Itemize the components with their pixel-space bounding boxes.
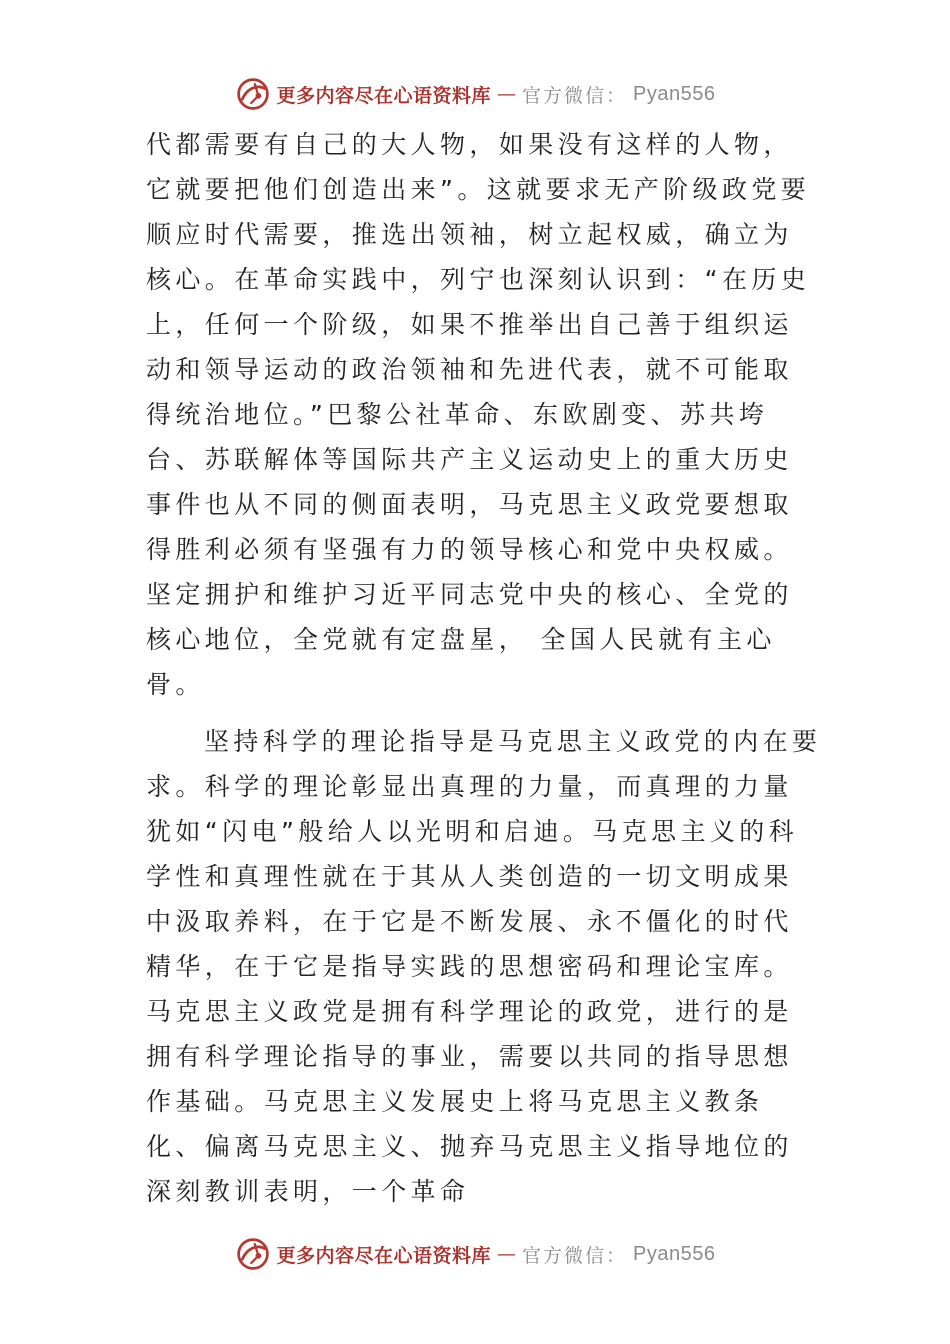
brand-logo-icon [235, 76, 271, 112]
header-banner-content [235, 76, 716, 112]
header-wechat-label: 官方微信： [522, 84, 628, 107]
header-wechat-id: Pyan556 [633, 82, 716, 105]
footer-wechat-label: 官方微信： [522, 1244, 628, 1267]
header-banner [0, 72, 950, 116]
header-dash: — [497, 83, 517, 105]
footer-banner [0, 1232, 950, 1276]
footer-slogan: 更多内容尽在心语资料库 [276, 1244, 492, 1267]
brand-logo-icon [235, 1236, 271, 1272]
footer-dash: — [497, 1243, 517, 1265]
footer-wechat-id: Pyan556 [633, 1242, 716, 1265]
footer-banner-content [235, 1236, 716, 1272]
paragraph-2: 坚持科学的理论指导是马克思主义政党的内在要求。科学的理论彰显出真理的力量，而真理的力量犹如“闪电”般给人以光明和启迪。马克思主义的科学性和真理性就在于其从人类创造的一切文明成果中汲取养料，在于它是不断发展、永不僵化的时代精华，在于它是指导实践的思想密码和理论宝库。马克思主义政党是拥有科学理论的政党，进行的是拥有科学理论指导的事业，需要以共同的指导思想作基础。马克思主义发展史上将马克思主义教条化、偏离马克思主义、抛弃马克思主义指导地位的深刻教训表明，一个革命 [146, 727, 822, 1206]
document-body [146, 122, 822, 1214]
paragraph-1: 代都需要有自己的大人物，如果没有这样的人物，它就要把他们创造出来”。这就要求无产阶级政党要顺应时代需要，推选出领袖，树立起权威，确立为核心。在革命实践中，列宁也深刻认识到：“在历史上，任何一个阶级，如果不推举出自己善于组织运动和领导运动的政治领袖和先进代表，就不可能取得统治地位。”巴黎公社革命、东欧剧变、苏共垮台、苏联解体等国际共产主义运动史上的重大历史事件也从不同的侧面表明，马克思主义政党要想取得胜利必须有坚强有力的领导核心和党中央权威。坚定拥护和维护习近平同志党中央的核心、全党的核心地位，全党就有定盘星， 全国人民就有主心骨。 [146, 130, 811, 699]
header-slogan: 更多内容尽在心语资料库 [276, 84, 492, 107]
